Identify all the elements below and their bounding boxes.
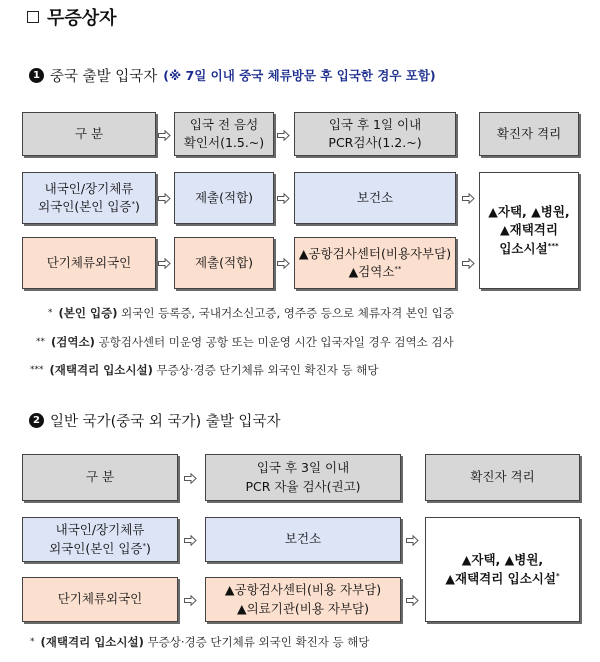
arrow-icon	[157, 129, 171, 141]
header	[27, 6, 117, 28]
s2-header-pcr: 입국 후 3일 이내 PCR 자율 검사(권고)	[205, 454, 401, 501]
number-circle-icon: 1	[29, 68, 44, 83]
section1-title: 중국 출발 입국자	[50, 68, 158, 85]
s2-header-category: 구 분	[22, 454, 178, 501]
s1-header-confirmation: 입국 전 음성 확인서(1.5.~)	[174, 112, 274, 156]
arrow-icon	[276, 257, 290, 269]
arrow-icon	[276, 129, 290, 141]
arrow-icon	[183, 534, 197, 546]
s1-note-2: ** (검역소) 공항검사센터 미운영 공항 또는 미운영 시간 입국자일 경우 검역소 검사	[36, 335, 454, 349]
arrow-icon	[276, 192, 290, 204]
arrow-icon	[461, 257, 475, 269]
arrow-icon	[183, 594, 197, 606]
s2-row2-label: 단기체류외국인	[22, 577, 178, 622]
s2-note-1: * (재택격리 입소시설) 무증상·경증 단기체류 외국인 확진자 등 해당	[30, 635, 370, 649]
s2-header-isolation: 확진자 격리	[425, 454, 580, 501]
s1-row1-test: 보건소	[294, 172, 456, 224]
page-title: 무증상자	[47, 8, 117, 29]
s1-row2-test: ▲공항검사센터(비용자부담) ▲검역소**	[294, 237, 456, 289]
square-icon	[27, 11, 39, 23]
arrow-icon	[157, 257, 171, 269]
section2-title: 일반 국가(중국 외 국가) 출발 입국자	[50, 413, 281, 430]
section2-heading	[29, 410, 280, 430]
s1-row1-confirmation: 제출(적합)	[174, 172, 274, 224]
s1-note-1: * (본인 입증) 외국인 등록증, 국내거소신고증, 영주증 등으로 체류자격 본인 입증	[48, 306, 454, 320]
s2-isolation: ▲자택, ▲병원, ▲재택격리 입소시설*	[425, 517, 580, 622]
s1-header-pcr: 입국 후 1일 이내 PCR검사(1.2.~)	[294, 112, 456, 156]
arrow-icon	[405, 534, 419, 546]
s2-row1-label: 내국인/장기체류 외국인(본인 입증*)	[22, 517, 178, 562]
arrow-icon	[183, 472, 197, 484]
s1-isolation: ▲자택, ▲병원, ▲재택격리 입소시설***	[479, 172, 579, 289]
s1-header-category: 구 분	[22, 112, 156, 156]
s1-row2-label: 단기체류외국인	[22, 237, 156, 289]
s1-note-3: *** (재택격리 입소시설) 무증상·경증 단기체류 외국인 확진자 등 해당	[30, 363, 379, 377]
s2-row2-test: ▲공항검사센터(비용 자부담) ▲의료기관(비용 자부담)	[205, 577, 401, 622]
s1-row2-confirmation: 제출(적합)	[174, 237, 274, 289]
section1-heading	[29, 65, 436, 85]
arrow-icon	[461, 192, 475, 204]
s1-row1-label: 내국인/장기체류 외국인(본인 입증*)	[22, 172, 156, 224]
s1-header-isolation: 확진자 격리	[479, 112, 579, 156]
number-circle-icon: 2	[29, 413, 44, 428]
s2-row1-test: 보건소	[205, 517, 401, 562]
arrow-icon	[405, 594, 419, 606]
section1-subtitle: (※ 7일 이내 중국 체류방문 후 입국한 경우 포함)	[163, 68, 436, 83]
arrow-icon	[157, 192, 171, 204]
